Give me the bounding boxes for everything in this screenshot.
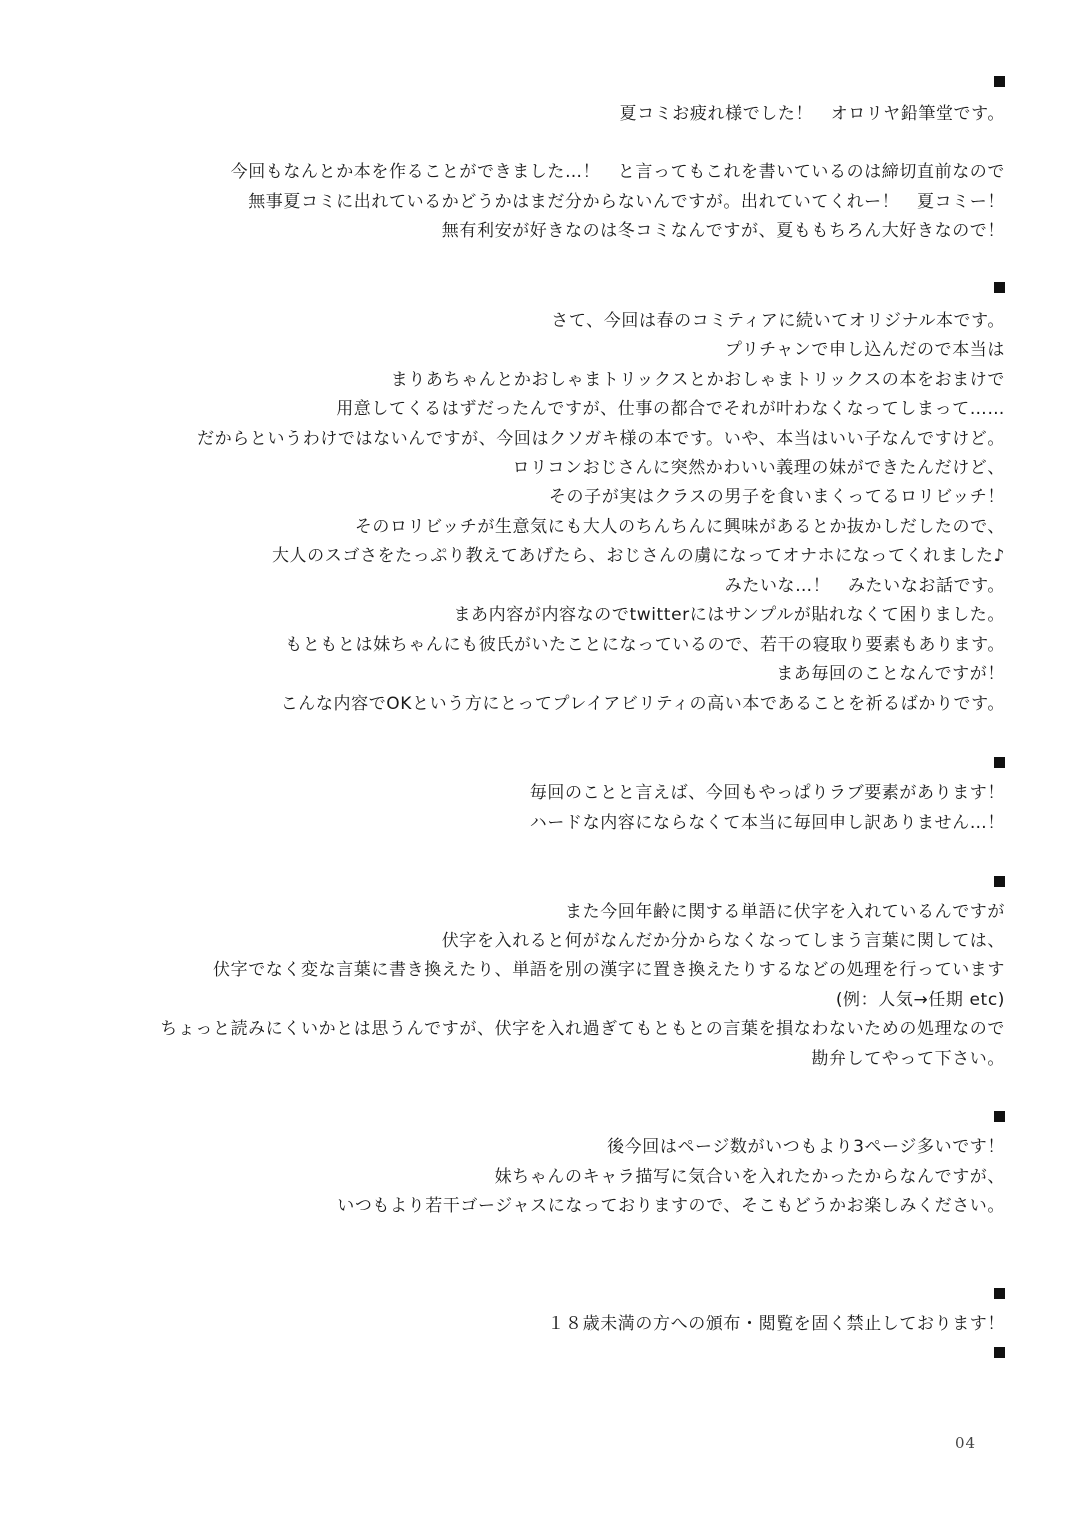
text-line: 無有利安が好きなのは冬コミなんですが、夏ももちろん大好きなので！ (441, 221, 1005, 241)
section-marker-square (994, 282, 1005, 293)
text-line: 大人のスゴさをたっぷり教えてあげたら、おじさんの虜になってオナホになってくれました♪ (271, 546, 1005, 566)
section-marker-square (994, 1111, 1005, 1122)
text-line: 妹ちゃんのキャラ描写に気合いを入れたかったからなんですが、 (494, 1167, 1005, 1187)
section-marker-square (994, 876, 1005, 887)
notice-line: １８歳未満の方への頒布・閲覧を固く禁止しております！ (547, 1314, 1005, 1334)
text-line: 伏字を入れると何がなんだか分からなくなってしまう言葉に関しては、 (441, 931, 1005, 951)
text-line: みたいな…！ みたいなお話です。 (724, 576, 1005, 596)
text-line: また今回年齢に関する単語に伏字を入れているんですが (565, 902, 1005, 922)
text-line: 後今回はページ数がいつもより3ページ多いです！ (607, 1137, 1005, 1157)
text-line: 夏コミお疲れ様でした！ オロリヤ鉛筆堂です。 (619, 104, 1005, 124)
text-line: いつもより若干ゴージャスになっておりますので、そこもどうかお楽しみください。 (337, 1196, 1005, 1216)
text-line: 無事夏コミに出れているかどうかはまだ分からないんですが。出れていてくれー！ 夏コミー！ (248, 192, 1005, 212)
text-line: まあ毎回のことなんですが！ (776, 664, 1005, 684)
section-marker-square (994, 1288, 1005, 1299)
section-marker-square (994, 757, 1005, 768)
text-line: こんな内容でOKという方にとってプレイアビリティの高い本であることを祈るばかりです。 (280, 694, 1005, 714)
text-line: プリチャンで申し込んだので本当は (724, 340, 1005, 360)
text-line: 毎回のことと言えば、今回もやっぱりラブ要素があります！ (529, 783, 1005, 803)
text-line: だからというわけではないんですが、今回はクソガキ様の本です。いや、本当はいい子なんですけど。 (197, 429, 1005, 449)
text-line: ハードな内容にならなくて本当に毎回申し訳ありません…！ (529, 813, 1005, 833)
text-line: 勘弁してやって下さい。 (811, 1049, 1005, 1069)
text-line: 伏字でなく変な言葉に書き換えたり、単語を別の漢字に置き換えたりするなどの処理を行っています (213, 960, 1005, 980)
text-line: 今回もなんとか本を作ることができました…！ と言ってもこれを書いているのは締切直前なので (230, 162, 1005, 182)
text-line: その子が実はクラスの男子を食いまくってるロリビッチ！ (548, 487, 1005, 507)
text-line: そのロリビッチが生意気にも大人のちんちんに興味があるとか抜かしだしたので、 (354, 517, 1005, 537)
text-line: まあ内容が内容なのでtwitterにはサンプルが貼れなくて困りました。 (453, 605, 1005, 625)
text-line: さて、今回は春のコミティアに続いてオリジナル本です。 (551, 311, 1005, 331)
text-line: ロリコンおじさんに突然かわいい義理の妹ができたんだけど、 (512, 458, 1005, 478)
text-line: 用意してくるはずだったんですが、仕事の都合でそれが叶わなくなってしまって…… (336, 399, 1005, 419)
text-line: まりあちゃんとかおしゃまトリックスとかおしゃまトリックスの本をおまけで (390, 370, 1005, 390)
section-marker-square (994, 1347, 1005, 1358)
text-line: もともとは妹ちゃんにも彼氏がいたことになっているので、若干の寝取り要素もあります。 (285, 635, 1005, 655)
text-line: (例：人気→任期 etc) (835, 990, 1005, 1010)
page-number: 04 (955, 1434, 977, 1452)
section-marker-square (994, 76, 1005, 87)
text-line: ちょっと読みにくいかとは思うんですが、伏字を入れ過ぎてもともとの言葉を損なわないための処理なので (160, 1019, 1005, 1039)
